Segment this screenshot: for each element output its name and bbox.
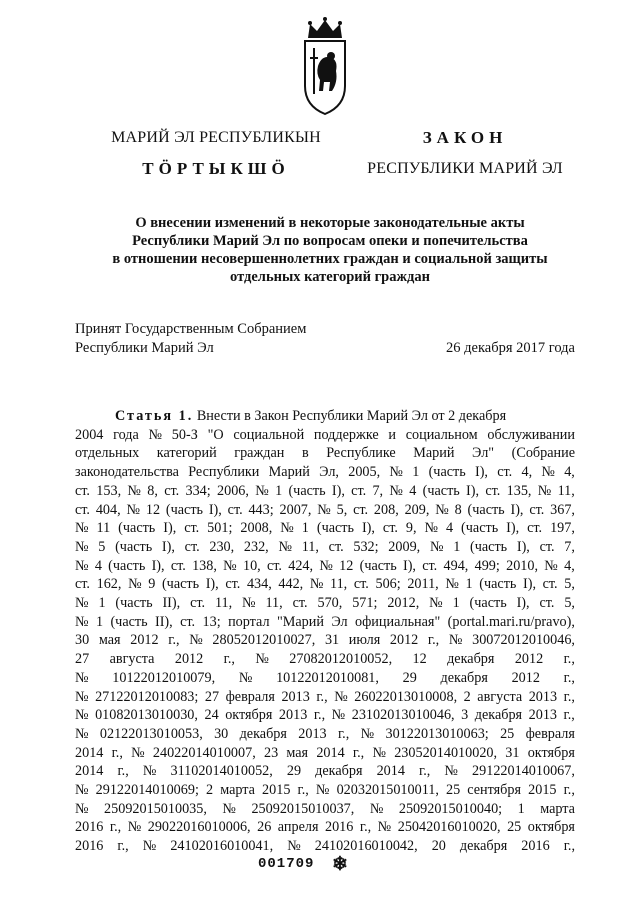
article-line: № 4 (часть I), ст. 138, № 10, ст. 424, № 12 (часть I), ст. 494, 499; 2010, № 4, xyxy=(75,557,575,574)
header-left-line2: ТӦРТЫКШӦ xyxy=(142,159,290,178)
article-line: 2014 г., № 24022014010007, 23 мая 2014 г., № 23052014010020, 31 октября xyxy=(75,744,575,761)
article-line: № 27122012010083; 27 февраля 2013 г., № 26022013010008, 2 августа 2013 г., xyxy=(75,688,575,705)
article-line: № 25092015010035, № 25092015010037, № 25092015010040; 1 марта xyxy=(75,800,575,817)
adoption-line1: Принят Государственным Собранием xyxy=(75,321,307,337)
header-right-line2: РЕСПУБЛИКИ МАРИЙ ЭЛ xyxy=(367,160,563,177)
coat-of-arms-icon xyxy=(300,16,350,116)
article-line: ст. 404, № 12 (часть I), ст. 443; 2007, № 5, ст. 208, 209, № 8 (часть I), ст. 367, xyxy=(75,501,575,518)
article-line: № 02122013010053, 30 декабря 2013 г., № 30122013010063; 25 февраля xyxy=(75,725,575,742)
law-title-line: Республики Марий Эл по вопросам опеки и попечительства xyxy=(132,233,528,249)
article-line: № 10122012010079, № 10122012010081, 29 декабря 2012 г., xyxy=(75,669,575,686)
law-title-line: отдельных категорий граждан xyxy=(230,269,430,285)
article-line: Внести в Закон Республики Марий Эл от 2 декабря xyxy=(196,408,507,424)
article-text xyxy=(75,407,575,856)
article-line: № 29122014010069; 2 марта 2015 г., № 02032015010011, 25 сентября 2015 г., xyxy=(75,782,575,799)
header-russian-title xyxy=(340,122,590,184)
snowflake-icon: ❄ xyxy=(332,854,348,875)
article-line: ст. 153, № 8, ст. 334; 2006, № 1 (часть I), ст. 7, № 4 (часть I), ст. 135, № 11, xyxy=(75,482,575,499)
article-label: Статья 1. xyxy=(115,408,194,424)
article-line: № 01082013010030, 24 октября 2013 г., № 23102013010046, 3 декабря 2013 г., xyxy=(75,707,575,724)
article-line: 2014 г., № 31102014010052, 29 декабря 2014 г., № 29122014010067, xyxy=(75,763,575,780)
article-line: № 5 (часть I), ст. 230, 232, № 11, ст. 532; 2009, № 1 (часть I), ст. 7, xyxy=(75,538,575,555)
law-title-line: О внесении изменений в некоторые законодательные акты xyxy=(135,215,525,231)
header-right-line1: ЗАКОН xyxy=(422,128,508,147)
article-line: 2016 г., № 24102016010041, № 24102016010042, 20 декабря 2016 г., xyxy=(75,838,575,855)
adoption-line2: Республики Марий Эл xyxy=(75,340,214,356)
document-serial-number: 001709 xyxy=(258,856,315,872)
article-line: 2016 г., № 29022016010006, 26 апреля 2016 г., № 25042016010020, 25 октября xyxy=(75,819,575,836)
header-mari-title xyxy=(96,122,336,184)
header-left-line1: МАРИЙ ЭЛ РЕСПУБЛИКЫН xyxy=(111,129,321,146)
article-line: № 1 (часть II), ст. 11, № 11, ст. 570, 571; 2012, № 1 (часть I), ст. 5, xyxy=(75,595,575,612)
article-line: № 11 (часть I), ст. 501; 2008, № 1 (часть I), ст. 9, № 4 (часть I), ст. 197, xyxy=(75,520,575,537)
article-line: законодательства Республики Марий Эл, 2005, № 1 (часть I), ст. 4, № 4, xyxy=(75,464,575,481)
law-title-line: в отношении несовершеннолетних граждан и социальной защиты xyxy=(112,251,548,267)
article-line: 27 августа 2012 г., № 27082012010052, 12 декабря 2012 г., xyxy=(75,651,575,668)
adoption-date: 26 декабря 2017 года xyxy=(446,340,575,356)
adoption-block xyxy=(75,320,575,358)
article-line: 30 мая 2012 г., № 28052012010027, 31 июля 2012 г., № 30072012010046, xyxy=(75,632,575,649)
article-line: ст. 162, № 9 (часть I), ст. 434, 442, № 11, ст. 506; 2011, № 1 (часть I), ст. 5, xyxy=(75,576,575,593)
article-line: № 1 (часть II), ст. 13; портал "Марий Эл официальная" (portal.mari.ru/pravo), xyxy=(75,613,575,630)
law-title xyxy=(60,214,600,286)
article-line: 2004 года № 50-З "О социальной поддержке и социальном обслуживании xyxy=(75,426,575,443)
article-line: отдельных категорий граждан в Республике Марий Эл" (Собрание xyxy=(75,445,575,462)
article-first-line xyxy=(75,407,575,426)
